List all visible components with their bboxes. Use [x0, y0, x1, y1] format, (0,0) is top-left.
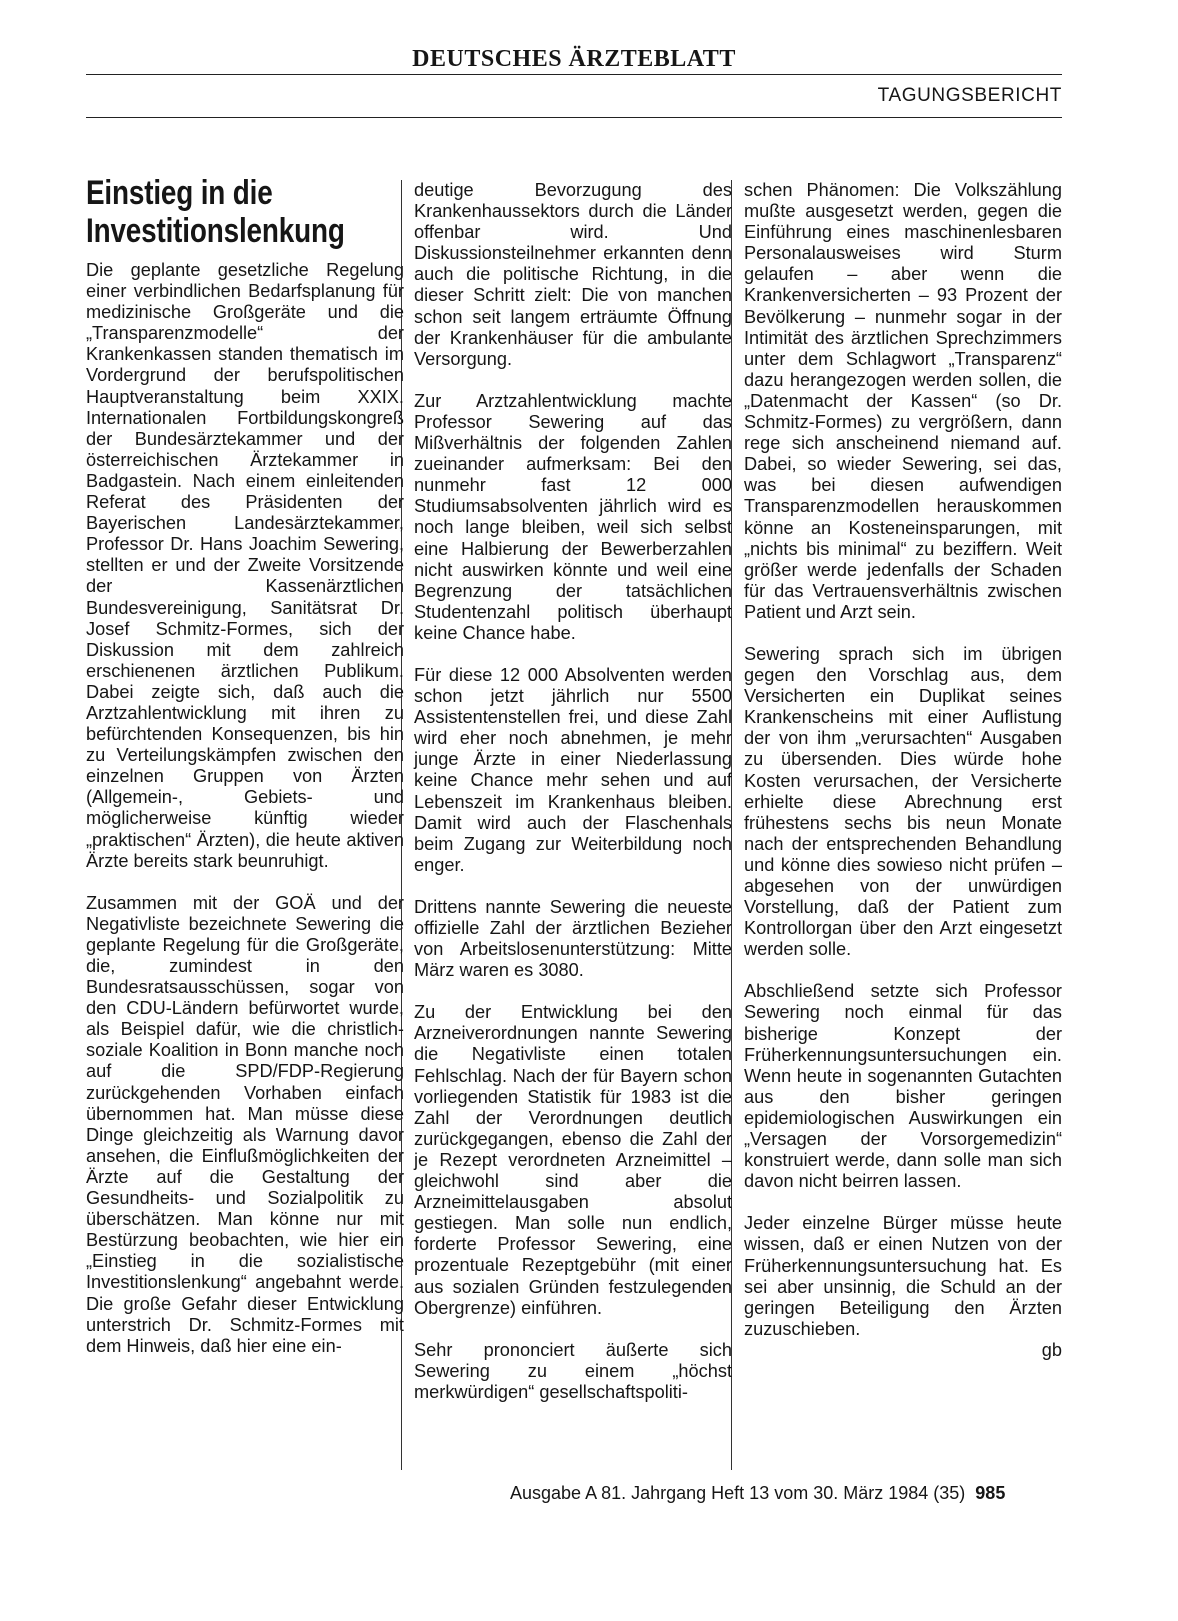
paragraph: Zusammen mit der GOÄ und der Negativliste bezeichnete Sewering die geplante Regelung für die Großgeräte, die, zumindest in den Bundesratsausschüssen, sogar von den CDU-Ländern befürwortet wurde, als Beispiel dafür, wie die christlich-soziale Koalition in Bonn manche noch auf die SPD/FDP-Regierung zurückgehenden Vorhaben einfach übernommen hat. Man müsse diese Dinge gleichzeitig als Warnung davor ansehen, die Einflußmöglichkeiten der Ärzte auf die Gestaltung der Gesundheits- und Sozialpolitik zu überschätzen. Man könne nur mit Bestürzung beobachten, wie hier ein „Einstieg in die sozialistische Investitionslenkung“ angebahnt werde. Die große Gefahr dieser Entwicklung unterstrich Dr. Schmitz-Formes mit dem Hinweis, daß hier eine ein- — [86, 892, 404, 1356]
issue-info: Ausgabe A 81. Jahrgang Heft 13 vom 30. März 1984 (35) — [510, 1483, 966, 1503]
masthead-rule — [86, 74, 1062, 75]
paragraph: Die geplante gesetzliche Regelung einer verbindlichen Bedarfsplanung für medizinische Großgeräte und die „Transparenzmodelle“ der Krankenkassen standen thematisch im Vordergrund der berufspolitischen Hauptveranstaltung beim XXIX. Internationalen Fortbildungskongreß der Bundesärztekammer und der österreichischen Ärztekammer in Badgastein. Nach einem einleitenden Referat des Präsidenten der Bayerischen Landesärztekammer, Professor Dr. Hans Joachim Sewering, stellten er und der Zweite Vorsitzende der Kassenärztlichen Bundesvereinigung, Sanitätsrat Dr. Josef Schmitz-Formes, sich der Diskussion mit dem zahlreich erschienenen ärztlichen Publikum. Dabei zeigte sich, daß auch die Arztzahlentwicklung mit ihren zu befürchtenden Konsequenzen, bis hin zu Verteilungskämpfen zwischen den einzelnen Gruppen von Ärzten (Allgemein-, Gebiets- und möglicherweise künftig wieder „praktischen“ Ärzten), die heute aktiven Ärzte bereits stark beunruhigt. — [86, 260, 404, 871]
paragraph: Drittens nannte Sewering die neueste offizielle Zahl der ärztlichen Bezieher von Arbeitslosenunterstützung: Mitte März waren es 3080. — [414, 896, 732, 981]
paragraph: Für diese 12 000 Absolventen werden schon jetzt jährlich nur 5500 Assistentenstellen frei, und diese Zahl wird eher noch abnehmen, je mehr junge Ärzte in einer Niederlassung keine Chance mehr sehen und auf Lebenszeit im Krankenhaus bleiben. Damit wird auch der Flaschenhals beim Zugang zur Weiterbildung noch enger. — [414, 664, 732, 875]
article-column-1 — [86, 174, 404, 1378]
paragraph: deutige Bevorzugung des Krankenhaussektors durch die Länder offenbar wird. Und Diskussionsteilnehmer erkannten denn auch die politische Richtung, in die dieser Schritt zielt: Die von manchen schon seit langem erträumte Öffnung der Krankenhäuser für die ambulante Versorgung. — [414, 180, 732, 369]
paragraph: Jeder einzelne Bürger müsse heute wissen, daß er einen Nutzen von der Früherkennungsuntersuchung hat. Es sei aber unsinnig, die Schuld an der geringen Beteiligung den Ärzten zuzuschieben. — [744, 1213, 1062, 1339]
paragraph: Zur Arztzahlentwicklung machte Professor Sewering auf das Mißverhältnis der folgenden Zahlen zueinander aufmerksam: Bei den nunmehr fast 12 000 Studiumsabsolventen jährlich wird es noch lange bleiben, weil sich selbst eine Halbierung der Bewerberzahlen nicht auswirken könnte und weil eine Begrenzung der tatsächlichen Studentenzahl politisch überhaupt keine Chance habe. — [414, 390, 732, 643]
section-rule — [86, 117, 1062, 118]
article-column-3 — [744, 180, 1062, 1361]
paragraph: Zu der Entwicklung bei den Arzneiverordnungen nannte Sewering die Negativliste einen totalen Fehlschlag. Nach der für Bayern schon vorliegenden Statistik für 1983 ist die Zahl der Verordnungen deutlich zurückgegangen, ebenso die Zahl der je Rezept verordneten Arzneimittel – gleichwohl sind aber die Arzneimittelausgaben absolut gestiegen. Man solle nun endlich, forderte Professor Sewering, eine prozentuale Rezeptgebühr (mit einer aus sozialen Gründen festzulegenden Obergrenze) einführen. — [414, 1002, 732, 1318]
page-footer — [510, 1482, 1005, 1504]
paragraph: Sehr prononciert äußerte sich Sewering zu einem „höchst merkwürdigen“ gesellschaftspoliti- — [414, 1339, 732, 1402]
masthead: DEUTSCHES ÄRZTEBLATT — [412, 46, 736, 72]
paragraph: Sewering sprach sich im übrigen gegen den Vorschlag aus, dem Versicherten ein Duplikat seines Krankenscheins mit einer Auflistung der von ihm „verursachten“ Ausgaben zu übersenden. Dies würde hohe Kosten verursachen, der Versicherte erhielte diese Abrechnung erst frühestens sechs bis neun Monate nach der entsprechenden Behandlung und könne dies sowieso nicht prüfen – abgesehen von der unwürdigen Vorstellung, daß der Patient zum Kontrollorgan über den Arzt eingesetzt werden solle. — [744, 643, 1062, 960]
page-number: 985 — [975, 1483, 1006, 1503]
article-title: Einstieg in die Investitionslenkung — [86, 174, 345, 250]
section-label: TAGUNGSBERICHT — [877, 85, 1062, 106]
paragraph: Abschließend setzte sich Professor Sewering noch einmal für das bisherige Konzept der Früherkennungsuntersuchungen ein. Wenn heute in sogenannten Gutachten aus den bisher geringen epidemiologischen Auswirkungen ein „Versagen der Vorsorgemedizin“ konstruiert werde, dann solle man sich davon nicht beirren lassen. — [744, 981, 1062, 1192]
author-signature: gb — [1041, 1339, 1062, 1360]
article-column-2 — [414, 180, 732, 1424]
paragraph: schen Phänomen: Die Volkszählung mußte ausgesetzt werden, gegen die Einführung eines maschinenlesbaren Personalausweises wird Sturm gelaufen – aber wenn die Krankenversicherten – 93 Prozent der Bevölkerung – nunmehr sogar in der Intimität des ärztlichen Sprechzimmers unter dem Schlagwort „Transparenz“ dazu herangezogen werden sollen, die „Datenmacht der Kassen“ (so Dr. Schmitz-Formes) zu vergrößern, dann rege sich anscheinend niemand auf. Dabei, so wieder Sewering, sei das, was bei diesen aufwendigen Transparenzmodellen herauskommen könne an Kosteneinsparungen, mit „nichts bis minimal“ zu beziffern. Weit größer werde jedenfalls der Schaden für das Vertrauensverhältnis zwischen Patient und Arzt sein. — [744, 180, 1062, 622]
